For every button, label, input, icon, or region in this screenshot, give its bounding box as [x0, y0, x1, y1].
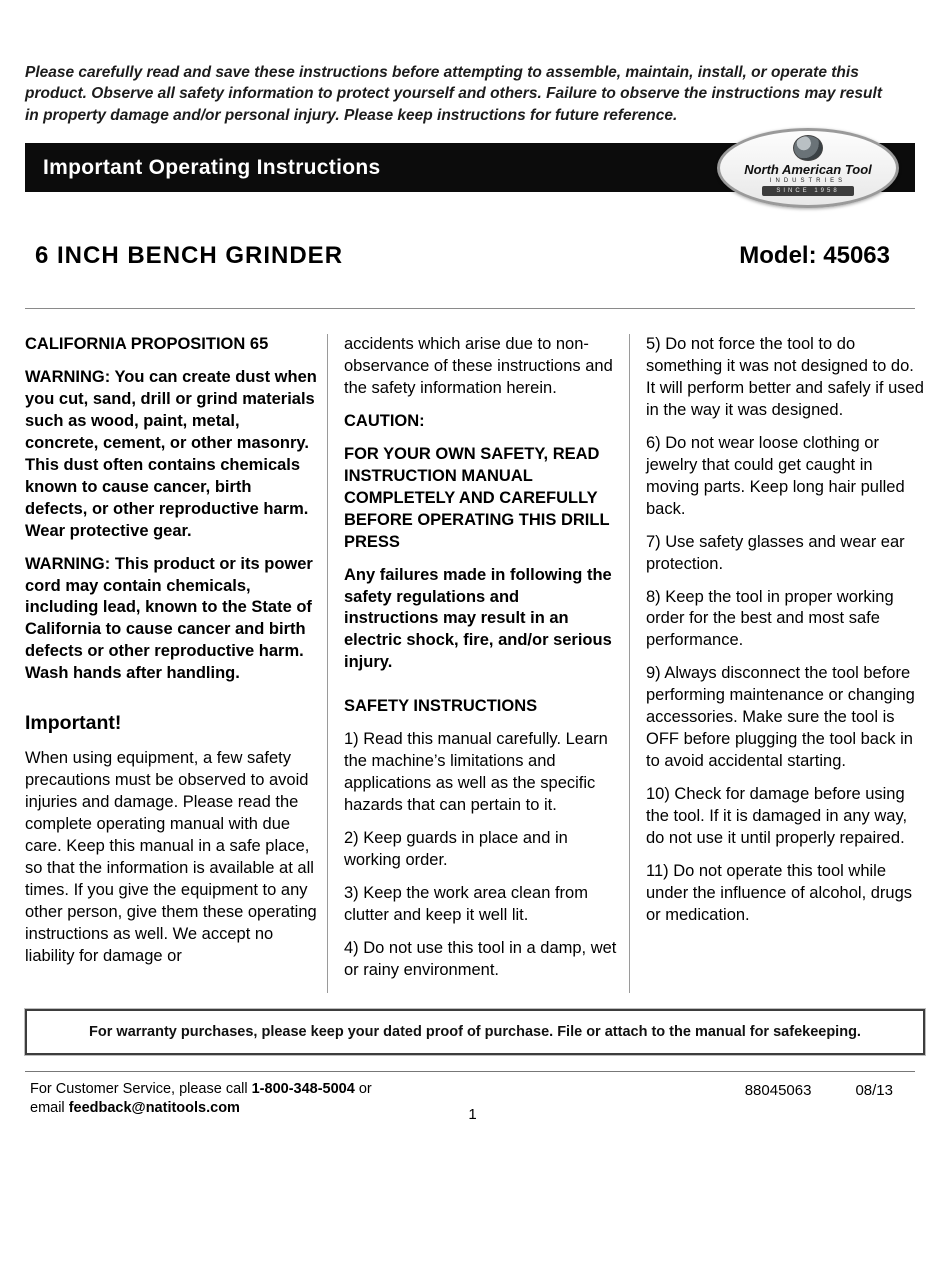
prop65-heading: CALIFORNIA PROPOSITION 65: [25, 335, 269, 354]
caution-text-1: FOR YOUR OWN SAFETY, READ INSTRUCTION MANUAL COMPLETELY AND CAREFULLY BEFORE OPERATING THIS DRILL PRESS: [344, 444, 610, 551]
safety-instruction-3: 3) Keep the work area clean from clutter and keep it well lit.: [344, 883, 588, 924]
safety-instruction-4: 4) Do not use this tool in a damp, wet or rainy environment.: [344, 938, 617, 979]
model-number: Model: 45063: [739, 242, 890, 270]
important-text: When using equipment, a few safety precautions must be observed to avoid injuries and damage. Please read the complete operating manual with due care. Keep this manual in a safe place, so that the information is available at all times. If you give the equipment to any other person, give them these operating instructions as well. We accept no liability for damage or: [25, 749, 317, 965]
caution-label: CAUTION:: [344, 411, 425, 430]
safety-instruction-8: 8) Keep the tool in proper working order for the best and most safe performance.: [646, 587, 894, 650]
product-header: [35, 242, 890, 270]
safety-instruction-9: 9) Always disconnect the tool before performing maintenance or changing accessories. Make sure the tool is OFF before plugging the tool back in to avoid accidental starting.: [646, 664, 915, 771]
safety-instruction-7: 7) Use safety glasses and wear ear protection.: [646, 532, 905, 573]
customer-service-email: feedback@natitools.com: [68, 1100, 240, 1117]
customer-service-email-prefix: email: [30, 1100, 69, 1117]
warranty-notice-text: For warranty purchases, please keep your dated proof of purchase. File or attach to the manual for safekeeping.: [89, 1023, 861, 1040]
safety-instruction-5: 5) Do not force the tool to do something it was not designed to do. It will perform better and safely if used in the way it was designed.: [646, 335, 924, 419]
caution-text-2: Any failures made in following the safety regulations and instructions may result in an electric shock, fire, and/or serious injury.: [344, 565, 612, 672]
customer-service-phone: 1-800-348-5004: [251, 1080, 355, 1097]
warning-dust: WARNING: You can create dust when you cut, sand, drill or grind materials such as wood, paint, metal, concrete, cement, or other masonry. This dust often contains chemicals known to cause cancer, birth defects, or other reproductive harm. Wear protective gear.: [25, 368, 317, 540]
safety-instruction-10: 10) Check for damage before using the tool. If it is damaged in any way, do not use it until properly repaired.: [646, 785, 908, 847]
column-california-prop65: [25, 334, 328, 992]
safety-instructions-heading: SAFETY INSTRUCTIONS: [344, 697, 538, 716]
footer-divider: [25, 1071, 915, 1072]
safety-instruction-2: 2) Keep guards in place and in working order.: [344, 828, 568, 869]
column-caution-safety: [328, 334, 630, 992]
document-codes: [745, 1082, 893, 1099]
safety-instruction-11: 11) Do not operate this tool while under the influence of alcohol, drugs or medication.: [646, 861, 913, 924]
customer-service-prefix: For Customer Service, please call: [30, 1080, 252, 1097]
north-american-tool-logo: [717, 128, 899, 208]
logo-since-label: SINCE 1958: [762, 186, 853, 196]
important-text-continuation: accidents which arise due to non-observance of these instructions and the safety information herein.: [344, 335, 613, 397]
important-heading: Important!: [25, 712, 122, 735]
banner-title: Important Operating Instructions: [43, 155, 381, 179]
intro-notice: Please carefully read and save these instructions before attempting to assemble, maintain, install, or operate this product. Observe all safety information to protect yourself and others. Failure to observe the instructions may result in property damage and/or personal injury. Please keep instructions for future reference.: [25, 64, 882, 124]
logo-name: North American Tool: [744, 162, 872, 178]
page-number: 1: [468, 1105, 477, 1123]
globe-icon: [793, 135, 823, 161]
customer-service-info: [30, 1080, 460, 1119]
safety-instruction-1: 1) Read this manual carefully. Learn the machine’s limitations and applications as well as the specific hazards that can pertain to it.: [344, 730, 608, 814]
column-safety-continued: [630, 334, 925, 992]
logo-industries-label: INDUSTRIES: [769, 178, 847, 185]
warning-lead: WARNING: This product or its power cord may contain chemicals, including lead, known to the State of California to cause cancer and birth defects or other reproductive harm. Wash hands after handling.: [25, 554, 313, 683]
customer-service-suffix: or: [354, 1080, 372, 1097]
operating-instructions-banner: [25, 143, 915, 195]
safety-instruction-6: 6) Do not wear loose clothing or jewelry that could get caught in moving parts. Keep long hair pulled back.: [646, 433, 905, 518]
content-columns: [25, 334, 925, 992]
part-number: 88045063: [744, 1081, 812, 1099]
header-divider: [25, 308, 915, 309]
page-footer: [30, 1080, 915, 1150]
date-code: 08/13: [855, 1081, 893, 1099]
product-title: 6 INCH BENCH GRINDER: [35, 242, 344, 270]
warranty-notice-box: [25, 1009, 925, 1055]
